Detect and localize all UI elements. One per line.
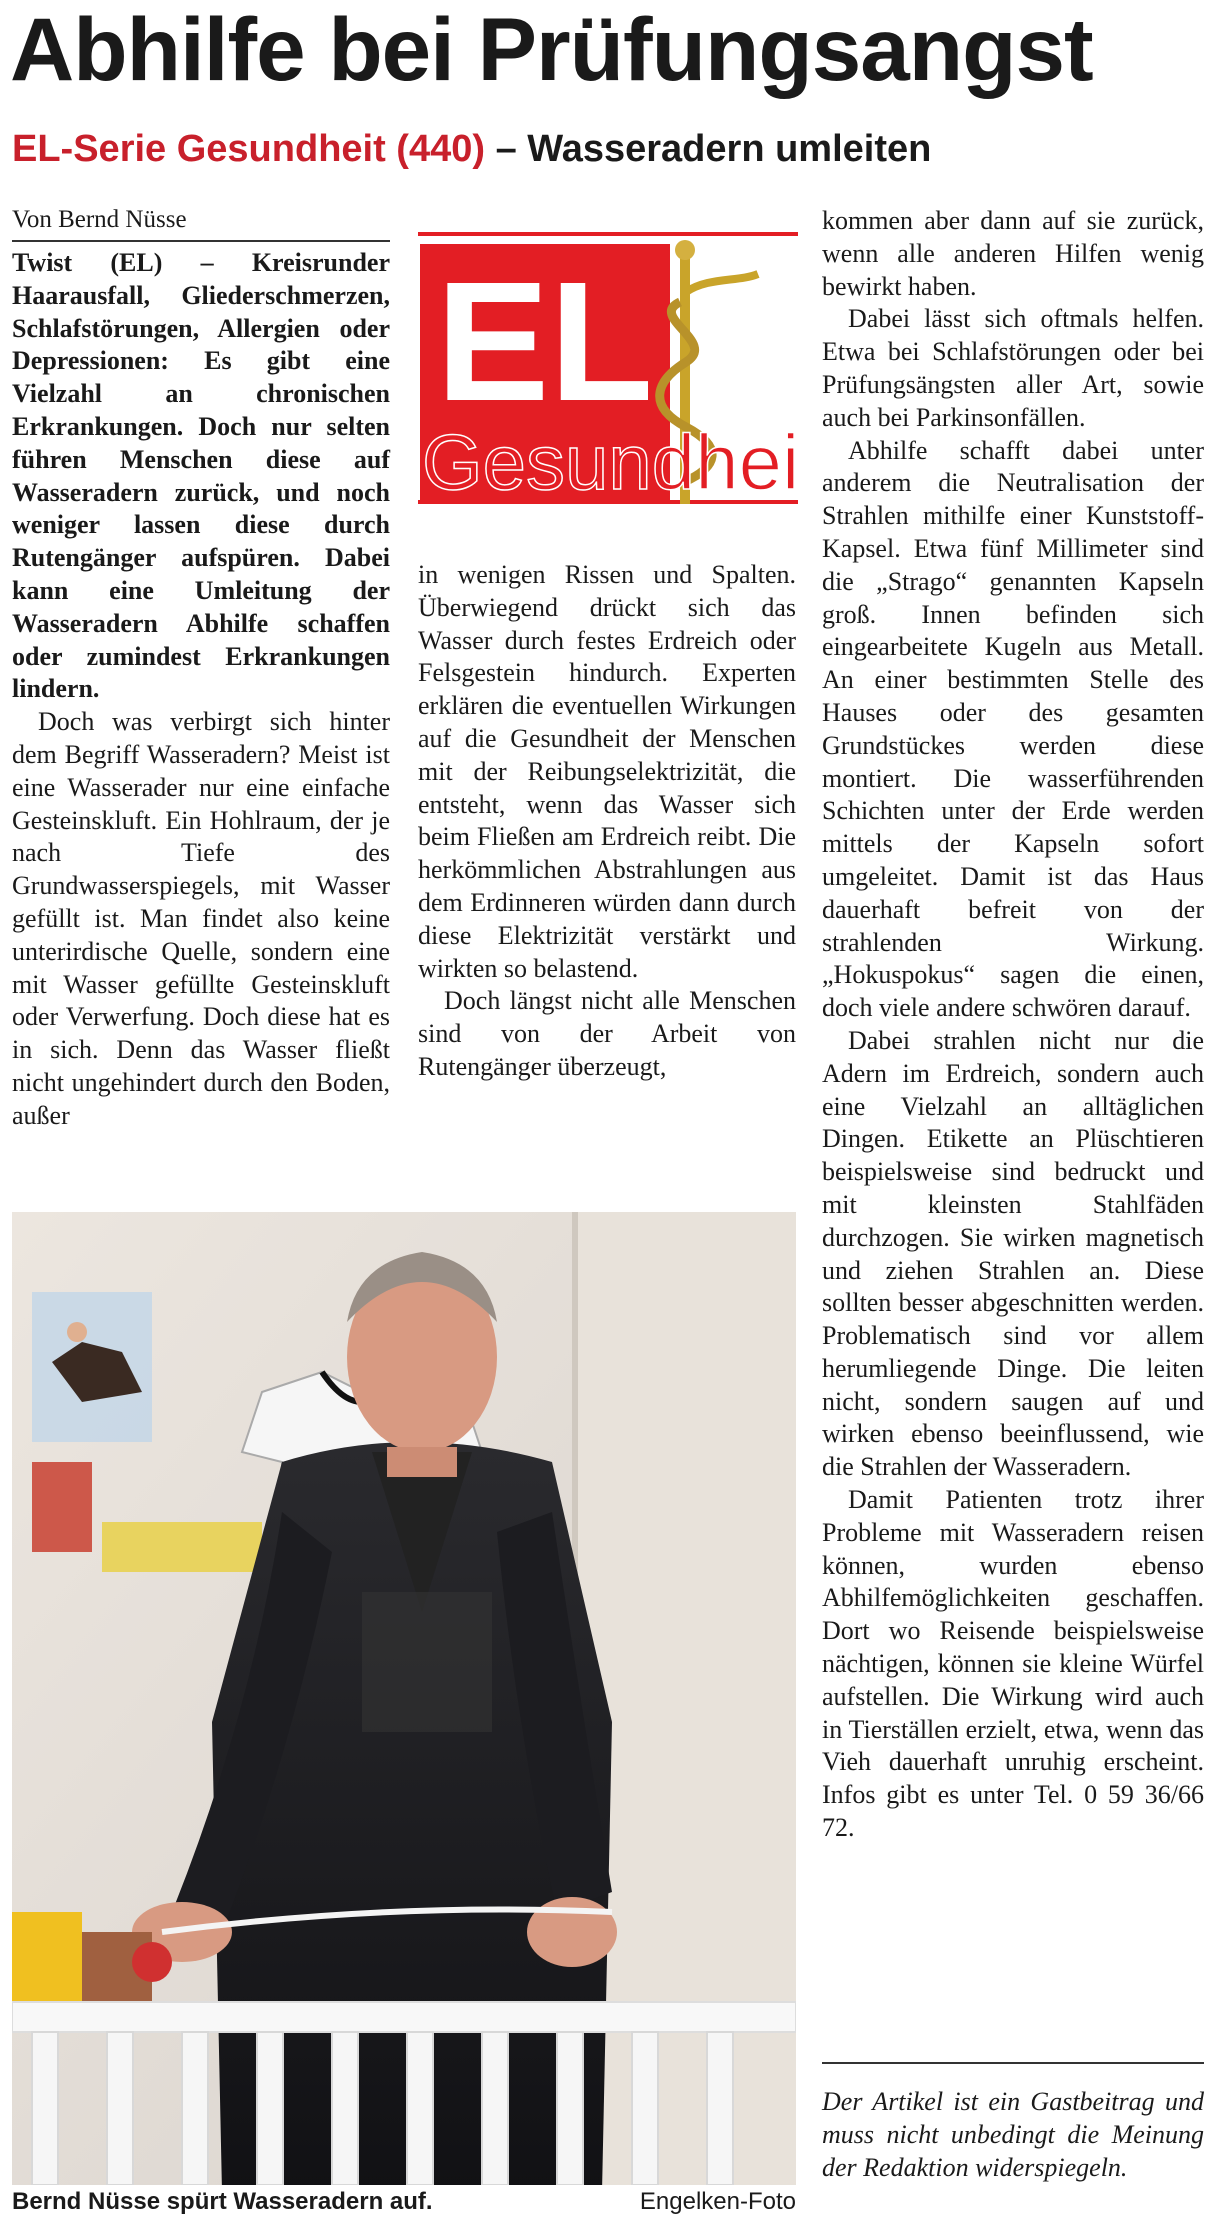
paragraph: Abhilfe schafft dabei unter anderem die Neutralisation der Strahlen mithilfe einer Kunststoff-Kapsel. Etwa fünf Millimeter sind die „Strago“ genannten Kapseln groß. Innen befinden sich eingearbeitete Kugeln aus Metall. An einer bestimmten Stelle des Hauses oder des gesamten Grundstückes werden diese montiert. Die wasserführenden Schichten unter der Erde werden mittels der Kapseln sofort umgeleitet. Damit ist das Haus dauerhaft befreit von der strahlenden Wirkung. „Hokuspokus“ sagen die einen, doch viele andere schwören darauf. (822, 435, 1204, 1023)
article-photo (12, 1212, 796, 2185)
el-gesundheit-logo (418, 232, 798, 504)
paragraph: Dabei lässt sich oftmals helfen. Etwa bei Schlafstörungen oder bei Prüfungsängsten aller Art, sowie auch bei Parkinsonfällen. (822, 304, 1204, 432)
paragraph: Doch längst nicht alle Menschen sind von der Arbeit von Rutengänger überzeugt, (418, 986, 796, 1081)
paragraph: Doch was verbirgt sich hinter dem Begriff Wasseradern? Meist ist eine Wasserader nur eine einfache Gesteinskluft. Ein Hohlraum, der je nach Tiefe des Grundwasserspiegels, mit Wasser gefüllt ist. Man findet also keine unterirdische Quelle, sondern eine mit Wasser gefüllte Gesteinskluft oder Verwerfung. Doch diese hat es in sich. Denn das Wasser fließt nicht ungehindert durch den Boden, außer (12, 707, 390, 1130)
photo-credit: Engelken-Foto (639, 2188, 796, 2215)
caption-text: Bernd Nüsse spürt Wasseradern auf. (12, 2188, 433, 2215)
series-label: EL-Serie Gesundheit (440) (12, 128, 486, 170)
byline: Von Bernd Nüsse (12, 206, 187, 233)
article-column-3 (822, 205, 1204, 1845)
disclaimer: Der Artikel ist ein Gastbeitrag und muss nicht unbedingt die Meinung der Redaktion widerspiegeln. (822, 2087, 1204, 2182)
logo-word: Gesundheit (422, 418, 798, 504)
headline: Abhilfe bei Prüfungsangst (10, 0, 1093, 99)
subheadline (12, 126, 931, 172)
byline-rule (12, 240, 390, 242)
logo-letters: EL (436, 247, 654, 437)
logo-graphic (418, 232, 798, 504)
paragraph: kommen aber dann auf sie zurück, wenn alle anderen Hilfen wenig bewirkt haben. (822, 206, 1204, 301)
topic-label: – Wasseradern umleiten (495, 128, 932, 170)
paragraph: Dabei strahlen nicht nur die Adern im Erdreich, sondern auch eine Vielzahl an alltäglichen Dingen. Etikette an Plüschtieren beispielsweise sind bedruckt und mit kleinsten Stahlfäden durchzogen. Sie wirken magnetisch und ziehen Strahlen an. Diese sollten besser abgeschnitten werden. Problematisch sind vor allem herumliegende Dinge. Die leiten nicht, sondern saugen auf und wirken ebenso beeinflussend, wie die Strahlen der Wasseradern. (822, 1025, 1204, 1482)
lead-paragraph: Twist (EL) – Kreisrunder Haarausfall, Gliederschmerzen, Schlafstörungen, Allergien oder Depressionen: Es gibt eine Vielzahl an chronischen Erkrankungen. Doch nur selten führen Menschen diese auf Wasseradern zurück, und noch weniger lassen diese durch Rutengänger aufspüren. Dabei kann eine Umleitung der Wasseradern Abhilfe schaffen oder zumindest Erkrankungen lindern. (12, 248, 390, 704)
article-column-1 (12, 247, 390, 1133)
photo-illustration (12, 1212, 796, 2185)
column-rule-right (822, 2062, 1204, 2064)
paragraph: in wenigen Rissen und Spalten. Überwiegend drückt sich das Wasser durch festes Erdreich oder Felsgestein hindurch. Experten erklären die eventuellen Wirkungen auf die Gesundheit der Menschen mit der Reibungselektrizität, die entsteht, wenn das Wasser sich beim Fließen am Erdreich reibt. Die herkömmlichen Abstrahlungen aus dem Erdinneren würden dann durch diese Elektrizität verstärkt und wirkten so belastend. (418, 560, 796, 983)
paragraph: Damit Patienten trotz ihrer Probleme mit Wasseradern reisen können, wurden ebenso Abhilfemöglichkeiten geschaffen. Dort wo Reisende beispielsweise nächtigen, können sie kleine Würfel aufstellen. Die Wirkung wird auch in Tierställen erzielt, etwa, wenn das Vieh dauerhaft unruhig erscheint. Infos gibt es unter Tel. 0 59 36/66 72. (822, 1485, 1204, 1843)
article-column-2 (418, 559, 796, 1084)
photo-caption (12, 2186, 796, 2218)
